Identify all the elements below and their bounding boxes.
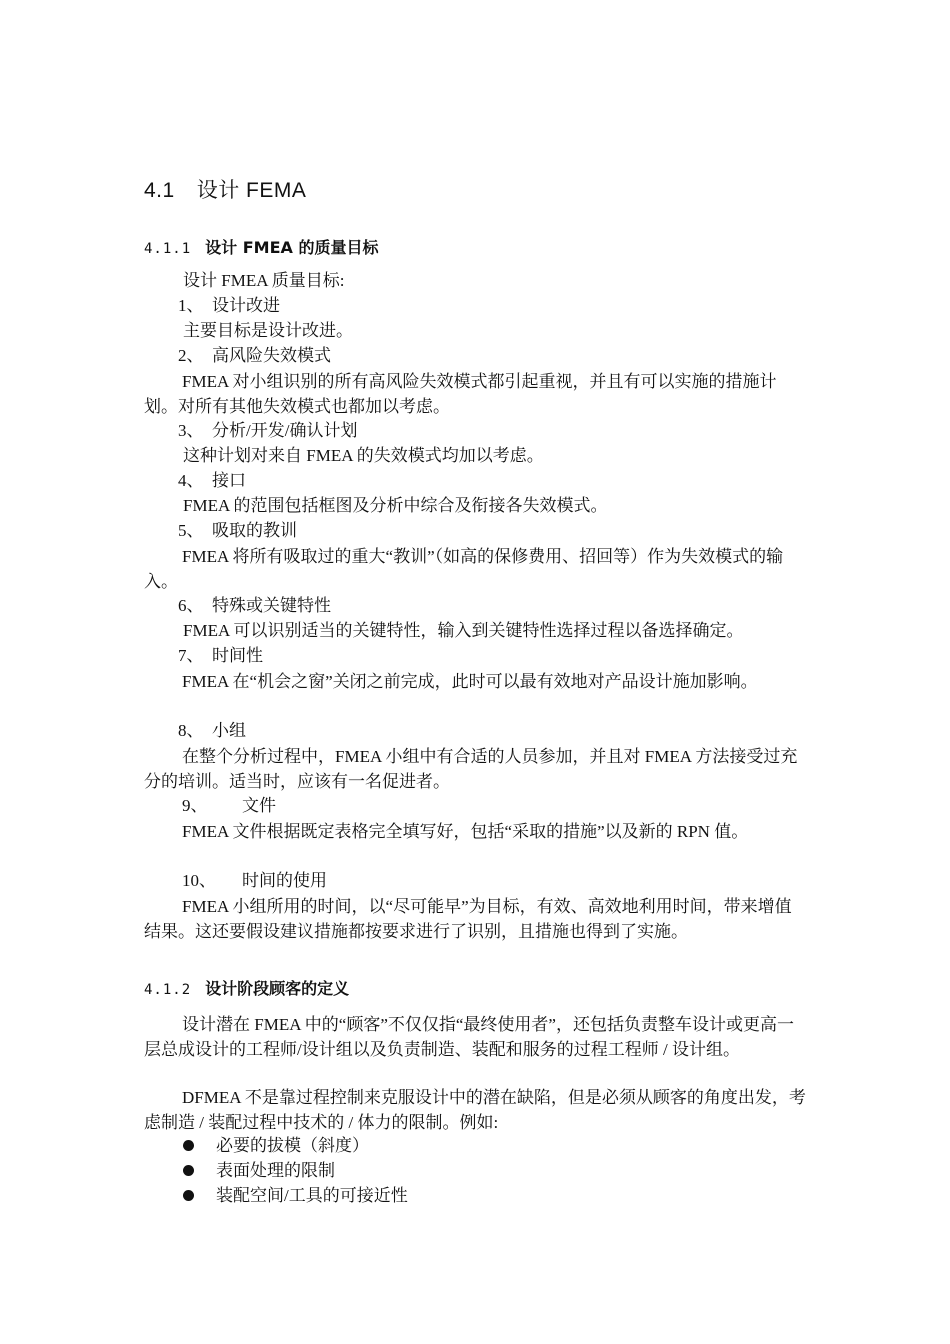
subsection-number: 4.1.2 <box>144 982 192 998</box>
paragraph-dfmea: DFMEA 不是靠过程控制来克服设计中的潜在缺陷，但是必须从顾客的角度出发，考虑制造 / 装配过程中技术的 / 体力的限制。例如: <box>144 1088 806 1132</box>
list-item-text: FMEA 的范围包括框图及分析中综合及衔接各失效模式。 <box>183 496 608 515</box>
list-item-text: FMEA 文件根据既定表格完全填写好，包括“采取的措施”以及新的 RPN 值。 <box>182 822 749 841</box>
bullet-icon <box>183 1190 194 1201</box>
bullet-item: 装配空间/工具的可接近性 <box>183 1184 408 1208</box>
intro-text: 设计 FMEA 质量目标: <box>183 271 345 290</box>
list-item-text: FMEA 在“机会之窗”关闭之前完成，此时可以最有效地对产品设计施加影响。 <box>182 672 758 691</box>
list-item-title: 9、 文件 <box>182 796 276 815</box>
list-item-title: 8、 小组 <box>178 721 246 740</box>
paragraph-customer-definition: 设计潜在 FMEA 中的“顾客”不仅仅指“最终使用者”，还包括负责整车设计或更高一层总成设计的工程师/设计组以及负责制造、装配和服务的过程工程师 / 设计组。 <box>144 1015 794 1059</box>
section-number: 4.1 <box>144 179 175 202</box>
list-item-text: FMEA 对小组识别的所有高风险失效模式都引起重视，并且有可以实施的措施计划。对所有其他失效模式也都加以考虑。 <box>144 372 777 416</box>
subsection-title: 设计 FMEA 的质量目标 <box>205 238 379 257</box>
subsection-heading-4-1-1 <box>144 235 378 258</box>
section-title: 设计 FEMA <box>196 179 307 202</box>
subsection-number: 4.1.1 <box>144 241 192 257</box>
list-item-text: 在整个分析过程中，FMEA 小组中有合适的人员参加，并且对 FMEA 方法接受过充分的培训。适当时，应该有一名促进者。 <box>144 747 798 791</box>
list-item-title: 1、 设计改进 <box>178 296 280 315</box>
list-item-title: 5、 吸取的教训 <box>178 521 297 540</box>
list-item-text: FMEA 小组所用的时间，以“尽可能早”为目标，有效、高效地利用时间，带来增值结果。这还要假设建议措施都按要求进行了识别，且措施也得到了实施。 <box>144 897 792 941</box>
list-item-text: 这种计划对来自 FMEA 的失效模式均加以考虑。 <box>183 446 544 465</box>
subsection-heading-4-1-2 <box>144 976 349 999</box>
list-item-title: 3、 分析/开发/确认计划 <box>178 421 358 440</box>
list-item-text: FMEA 可以识别适当的关键特性，输入到关键特性选择过程以备选择确定。 <box>183 621 744 640</box>
bullet-icon <box>183 1165 194 1176</box>
subsection-title: 设计阶段顾客的定义 <box>205 979 350 998</box>
list-item-title: 10、 时间的使用 <box>182 871 327 890</box>
section-heading <box>144 174 306 204</box>
list-item-title: 6、 特殊或关键特性 <box>178 596 331 615</box>
bullet-item: 必要的拔模（斜度） <box>183 1134 369 1158</box>
bullet-icon <box>183 1140 194 1151</box>
list-item-text: 主要目标是设计改进。 <box>183 321 353 340</box>
list-item-title: 2、 高风险失效模式 <box>178 346 331 365</box>
list-item-title: 7、 时间性 <box>178 646 263 665</box>
bullet-item: 表面处理的限制 <box>183 1159 335 1183</box>
list-item-title: 4、 接口 <box>178 471 246 490</box>
list-item-text: FMEA 将所有吸取过的重大“教训”（如高的保修费用、招回等）作为失效模式的输入。 <box>144 547 784 591</box>
